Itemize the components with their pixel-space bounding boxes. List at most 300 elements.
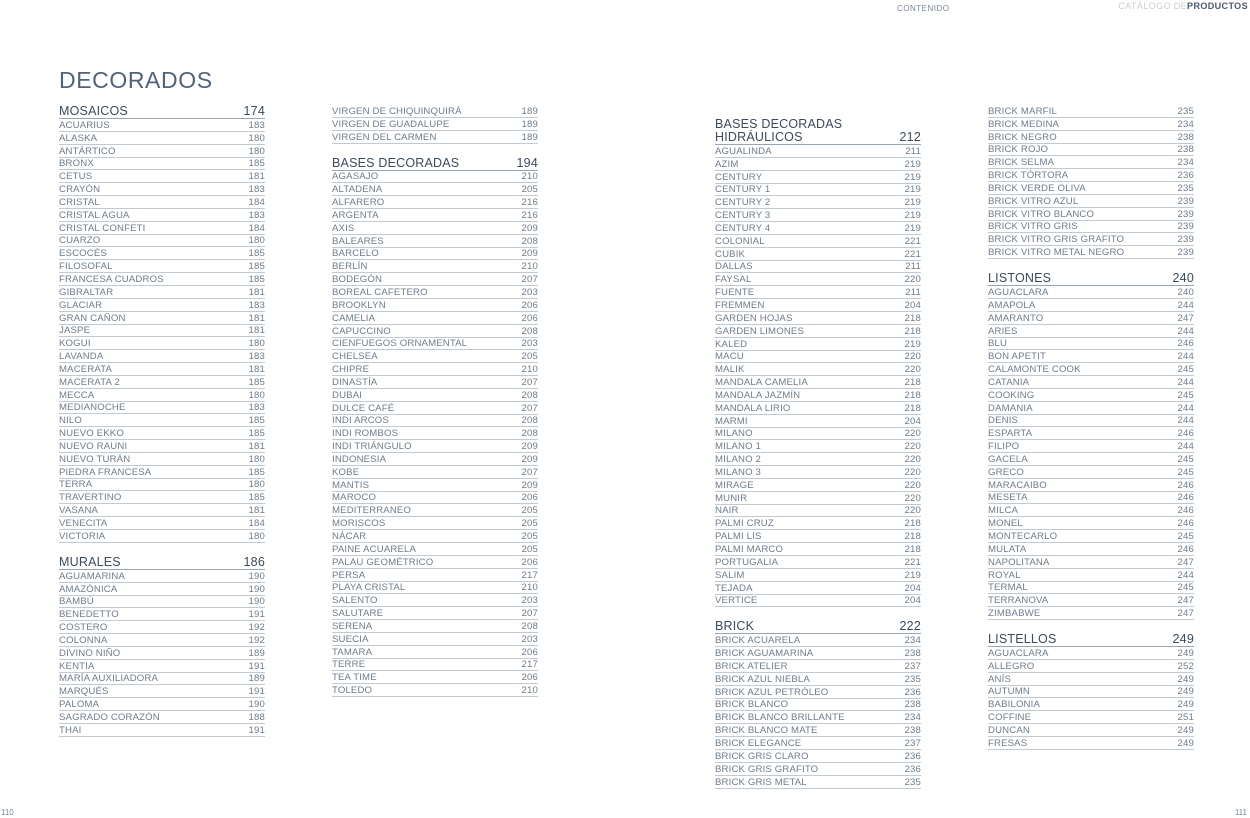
entry-name: GRECO — [988, 466, 1024, 478]
entry-page: 203 — [521, 633, 538, 645]
section-page: 174 — [243, 104, 265, 118]
entry-page: 239 — [1177, 221, 1194, 233]
entry-page: 185 — [248, 158, 265, 170]
entry-name: ROYAL — [988, 569, 1021, 581]
section-page: 249 — [1172, 632, 1194, 647]
index-entry — [59, 119, 265, 132]
entry-name: MORISCOS — [332, 518, 386, 530]
entry-page: 180 — [248, 338, 265, 350]
index-entry — [59, 312, 265, 325]
entry-name: AGUACLARA — [988, 647, 1049, 659]
entry-page: 206 — [521, 492, 538, 504]
entry-name: ZIMBABWE — [988, 608, 1041, 620]
entry-name: CRISTAL — [59, 196, 100, 208]
entry-name: BRICK VITRO AZUL — [988, 195, 1079, 207]
entry-name: TERRA — [59, 479, 93, 491]
index-entry — [332, 338, 538, 351]
entry-name: MARQUÉS — [59, 686, 109, 698]
entry-name: PERSA — [332, 569, 366, 581]
entry-page: 180 — [248, 479, 265, 491]
entry-page: 218 — [904, 389, 921, 401]
section-heading — [59, 105, 265, 119]
entry-page: 246 — [1177, 492, 1194, 504]
entry-name: INDI TRIÁNGULO — [332, 441, 412, 453]
index-entry — [988, 479, 1194, 492]
entry-page: 236 — [1177, 170, 1194, 182]
entry-page: 245 — [1177, 364, 1194, 376]
index-entry — [59, 247, 265, 260]
entry-page: 220 — [904, 428, 921, 440]
index-entry — [988, 402, 1194, 415]
index-entry — [59, 673, 265, 686]
entry-name: BRICK AZUL PETRÓLEO — [715, 686, 829, 698]
entry-name: MILANO 2 — [715, 454, 761, 466]
index-entry — [715, 711, 921, 724]
entry-page: 185 — [248, 428, 265, 440]
index-entry — [715, 299, 921, 312]
entry-name: PALMI MARCO — [715, 544, 784, 555]
entry-name: MANTIS — [332, 479, 370, 491]
entry-page: 210 — [521, 261, 538, 273]
index-entry — [988, 376, 1194, 389]
entry-name: VIRGEN DEL CARMEN — [332, 131, 437, 143]
entry-page: 244 — [1177, 415, 1194, 427]
index-entry — [332, 440, 538, 453]
entry-page: 209 — [521, 222, 538, 234]
section-page: 186 — [243, 554, 265, 569]
index-entry — [988, 466, 1194, 479]
entry-page: 221 — [904, 248, 921, 260]
entry-name: INDI ROMBOS — [332, 428, 399, 440]
index-entry — [332, 415, 538, 428]
entry-page: 208 — [521, 620, 538, 632]
entry-name: COOKING — [988, 389, 1035, 401]
entry-name: COLONNA — [59, 634, 108, 646]
entry-page: 207 — [521, 274, 538, 286]
index-entry — [715, 530, 921, 543]
entry-name: PALOMA — [59, 699, 100, 711]
entry-page: 220 — [904, 351, 921, 363]
entry-page: 189 — [521, 118, 538, 130]
entry-name: FAYSAL — [715, 274, 752, 286]
entry-page: 180 — [248, 389, 265, 401]
entry-page: 209 — [521, 441, 538, 453]
entry-page: 251 — [1177, 712, 1194, 724]
entry-page: 180 — [248, 453, 265, 465]
index-entry — [59, 389, 265, 402]
entry-page: 219 — [904, 197, 921, 209]
index-entry — [59, 260, 265, 273]
index-entry — [332, 235, 538, 248]
entry-page: 210 — [521, 364, 538, 376]
entry-name: BROOKLYN — [332, 299, 386, 311]
index-entry — [332, 633, 538, 646]
entry-name: BODEGÓN — [332, 274, 383, 286]
entry-name: BON APETIT — [988, 351, 1047, 363]
entry-page: 203 — [521, 286, 538, 298]
entry-name: BRICK SELMA — [988, 157, 1055, 169]
entry-page: 219 — [904, 338, 921, 350]
section-page: 240 — [1172, 271, 1194, 286]
index-entry — [332, 209, 538, 222]
entry-name: PAINE ACUARELA — [332, 543, 417, 555]
entry-page: 181 — [248, 440, 265, 452]
entry-page: 220 — [904, 441, 921, 453]
entry-name: INDI ARCOS — [332, 415, 389, 427]
entry-name: CHELSEA — [332, 351, 378, 363]
index-entry — [988, 105, 1194, 118]
entry-page: 245 — [1177, 389, 1194, 401]
section-title: LISTONES — [988, 271, 1052, 286]
entry-name: DALLAS — [715, 261, 753, 273]
entry-name: DUNCAN — [988, 724, 1030, 736]
entry-name: CENTURY 1 — [715, 184, 771, 196]
entry-name: FREMMEN — [715, 299, 765, 311]
entry-page: 206 — [521, 299, 538, 311]
entry-name: COFFINE — [988, 712, 1032, 724]
index-entry — [715, 222, 921, 235]
entry-page: 219 — [904, 569, 921, 581]
index-entry — [332, 427, 538, 440]
entry-name: MANDALA LIRIO — [715, 402, 791, 414]
index-column-4 — [988, 105, 1194, 750]
entry-page: 249 — [1177, 673, 1194, 685]
entry-name: BRICK BLANCO — [715, 699, 789, 711]
entry-page: 238 — [904, 725, 921, 737]
entry-page: 218 — [904, 325, 921, 337]
entry-page: 218 — [904, 531, 921, 543]
entry-name: FRANCESA CUADROS — [59, 273, 164, 285]
index-entry — [988, 208, 1194, 221]
entry-page: 183 — [248, 299, 265, 311]
entry-page: 247 — [1177, 595, 1194, 607]
index-entry — [59, 414, 265, 427]
index-entry — [715, 184, 921, 197]
entry-page: 189 — [521, 105, 538, 117]
entry-name: TERMAL — [988, 582, 1028, 594]
entry-page: 235 — [904, 673, 921, 685]
index-entry — [988, 182, 1194, 195]
entry-name: BRICK ROJO — [988, 144, 1049, 156]
index-entry — [988, 118, 1194, 131]
entry-page: 205 — [521, 505, 538, 517]
index-entry — [332, 466, 538, 479]
entry-page: 218 — [904, 402, 921, 414]
entry-name: COSTERO — [59, 622, 108, 634]
entry-page: 204 — [904, 595, 921, 607]
entry-page: 245 — [1177, 466, 1194, 478]
index-entry — [988, 711, 1194, 724]
entry-page: 205 — [521, 351, 538, 363]
entry-name: MACERATA — [59, 363, 113, 375]
entry-page: 183 — [248, 209, 265, 221]
index-entry — [715, 660, 921, 673]
entry-name: KALED — [715, 338, 748, 350]
entry-page: 244 — [1177, 351, 1194, 363]
header-catalogo — [1118, 1, 1248, 11]
entry-page: 219 — [904, 171, 921, 183]
entry-name: FILOSOFAL — [59, 261, 113, 273]
index-entry — [332, 350, 538, 363]
index-entry — [988, 647, 1194, 660]
index-entry — [988, 492, 1194, 505]
index-entry — [715, 750, 921, 763]
index-entry — [988, 312, 1194, 325]
entry-name: AMAPOLA — [988, 299, 1036, 311]
index-entry — [988, 556, 1194, 569]
index-entry — [59, 596, 265, 609]
entry-name: CENTURY 4 — [715, 222, 771, 234]
entry-name: CUARZO — [59, 235, 101, 247]
index-entry — [59, 440, 265, 453]
entry-name: MESETA — [988, 492, 1028, 504]
entry-name: GARDEN LIMONES — [715, 325, 804, 337]
entry-page: 220 — [904, 492, 921, 504]
entry-name: BRICK AGUAMARINA — [715, 648, 814, 660]
entry-name: BRICK GRIS METAL — [715, 776, 807, 788]
header-catalogo-light: CATÁLOGO DE — [1118, 1, 1188, 11]
entry-name: AMARANTO — [988, 312, 1044, 324]
entry-page: 217 — [521, 659, 538, 671]
index-entry — [59, 158, 265, 171]
entry-name: AGUAMARINA — [59, 570, 126, 582]
index-entry — [988, 221, 1194, 234]
index-entry — [332, 273, 538, 286]
index-entry — [715, 492, 921, 505]
entry-page: 203 — [521, 595, 538, 607]
entry-page: 206 — [521, 672, 538, 684]
index-entry — [715, 647, 921, 660]
entry-name: MACU — [715, 351, 744, 363]
entry-name: FRESAS — [988, 737, 1028, 749]
entry-name: BABILONIA — [988, 699, 1041, 711]
entry-name: VIRGEN DE CHIQUINQUIRÁ — [332, 105, 462, 117]
entry-page: 192 — [248, 622, 265, 634]
index-entry — [715, 479, 921, 492]
index-entry — [715, 338, 921, 351]
header-catalogo-bold: PRODUCTOS — [1187, 1, 1248, 11]
entry-name: ANTÁRTICO — [59, 145, 116, 157]
entry-name: TERRE — [332, 659, 366, 671]
entry-page: 207 — [521, 608, 538, 620]
entry-name: ALTADENA — [332, 184, 383, 196]
entry-page: 180 — [248, 530, 265, 542]
entry-page: 208 — [521, 325, 538, 337]
section-title: BASES DECORADAS — [332, 155, 460, 170]
entry-page: 246 — [1177, 338, 1194, 350]
section-gap — [59, 543, 265, 556]
entry-page: 247 — [1177, 312, 1194, 324]
index-entry — [715, 145, 921, 158]
entry-name: TEJADA — [715, 582, 753, 594]
entry-name: BLU — [988, 338, 1008, 350]
index-entry — [988, 440, 1194, 453]
entry-page: 237 — [904, 660, 921, 672]
entry-page: 183 — [248, 351, 265, 363]
entry-page: 190 — [248, 583, 265, 595]
index-entry — [332, 402, 538, 415]
section-page: 194 — [516, 155, 538, 170]
index-entry — [715, 686, 921, 699]
entry-name: ARGENTA — [332, 209, 379, 221]
entry-name: ESCOCÉS — [59, 248, 107, 260]
index-entry — [332, 376, 538, 389]
entry-name: AGUALINDA — [715, 145, 772, 157]
index-entry — [59, 273, 265, 286]
entry-page: 207 — [521, 402, 538, 414]
entry-page: 205 — [521, 543, 538, 555]
entry-name: GRAN CAÑON — [59, 312, 126, 324]
entry-name: NAPOLITANA — [988, 556, 1050, 568]
index-entry — [988, 299, 1194, 312]
header-contenido: CONTENIDO — [897, 4, 950, 13]
index-entry — [988, 286, 1194, 299]
index-entry — [332, 671, 538, 684]
entry-name: TERRANOVA — [988, 595, 1049, 607]
entry-name: LAVANDA — [59, 351, 104, 363]
entry-page: 246 — [1177, 505, 1194, 517]
index-entry — [988, 389, 1194, 402]
entry-name: MARÍA AUXILIADORA — [59, 673, 159, 685]
entry-page: 185 — [248, 261, 265, 273]
entry-page: 206 — [521, 312, 538, 324]
index-entry — [59, 634, 265, 647]
entry-page: 220 — [904, 505, 921, 517]
index-entry — [988, 156, 1194, 169]
entry-name: GLACIAR — [59, 299, 103, 311]
index-entry — [59, 299, 265, 312]
entry-page: 185 — [248, 466, 265, 478]
entry-name: BRICK GRIS CLARO — [715, 750, 809, 762]
entry-name: AXIS — [332, 222, 355, 234]
entry-page: 219 — [904, 210, 921, 222]
index-entry — [988, 737, 1194, 750]
entry-page: 205 — [521, 518, 538, 530]
entry-page: 245 — [1177, 582, 1194, 594]
entry-page: 234 — [904, 635, 921, 647]
entry-name: SUECIA — [332, 633, 369, 645]
entry-name: NAIR — [715, 505, 739, 517]
entry-page: 180 — [248, 132, 265, 144]
entry-page: 239 — [1177, 208, 1194, 220]
entry-page: 218 — [904, 312, 921, 324]
entry-page: 221 — [904, 556, 921, 568]
index-entry — [715, 466, 921, 479]
index-entry — [715, 543, 921, 556]
entry-name: BRICK MARFIL — [988, 105, 1057, 117]
index-entry — [988, 144, 1194, 157]
index-entry — [332, 659, 538, 672]
entry-name: KENTIA — [59, 660, 95, 672]
entry-page: 181 — [248, 286, 265, 298]
entry-page: 246 — [1177, 479, 1194, 491]
entry-page: 191 — [248, 609, 265, 621]
entry-name: DIVINO NIÑO — [59, 647, 121, 659]
index-entry — [332, 646, 538, 659]
entry-name: BRICK MEDINA — [988, 118, 1060, 130]
entry-name: MILANO 3 — [715, 466, 761, 478]
index-entry — [715, 351, 921, 364]
index-entry — [59, 325, 265, 338]
index-entry — [59, 491, 265, 504]
entry-page: 220 — [904, 274, 921, 286]
entry-name: BRICK VITRO GRIS GRAFITO — [988, 234, 1125, 246]
entry-name: CATANIA — [988, 376, 1030, 388]
index-entry — [715, 763, 921, 776]
entry-page: 244 — [1177, 376, 1194, 388]
entry-page: 210 — [521, 582, 538, 594]
section-title: BASES DECORADAS HIDRÁULICOS — [715, 117, 843, 144]
index-entry — [59, 209, 265, 222]
entry-name: DULCE CAFÉ — [332, 402, 395, 414]
entry-name: BRICK ELEGANCE — [715, 737, 802, 749]
entry-name: MILANO 1 — [715, 441, 761, 453]
index-entry — [715, 286, 921, 299]
entry-name: BARCELO — [332, 248, 379, 260]
index-entry — [332, 299, 538, 312]
entry-page: 239 — [1177, 247, 1194, 259]
entry-name: VICTORIA — [59, 530, 106, 542]
entry-page: 181 — [248, 363, 265, 375]
entry-name: BENEDETTO — [59, 609, 119, 621]
entry-name: CAPUCCINO — [332, 325, 391, 337]
entry-page: 238 — [1177, 144, 1194, 156]
index-entry — [59, 570, 265, 583]
entry-name: GARDEN HOJAS — [715, 312, 793, 324]
entry-name: BRICK GRIS GRAFITO — [715, 763, 819, 775]
index-entry — [59, 222, 265, 235]
entry-name: COLONIAL — [715, 235, 765, 247]
entry-name: PIEDRA FRANCESA — [59, 466, 152, 478]
entry-name: BRICK NEGRO — [988, 131, 1057, 143]
entry-page: 244 — [1177, 569, 1194, 581]
entry-name: MECCA — [59, 389, 95, 401]
index-entry — [332, 286, 538, 299]
index-entry — [332, 105, 538, 118]
entry-name: MONEL — [988, 518, 1023, 530]
index-entry — [332, 582, 538, 595]
index-entry — [59, 530, 265, 543]
entry-name: CENTURY 2 — [715, 197, 771, 209]
index-entry — [988, 504, 1194, 517]
entry-page: 239 — [1177, 195, 1194, 207]
index-entry — [715, 582, 921, 595]
section-gap — [332, 144, 538, 157]
index-entry — [988, 569, 1194, 582]
entry-page: 183 — [248, 402, 265, 414]
entry-page: 211 — [905, 261, 921, 273]
entry-name: BRICK VITRO GRIS — [988, 221, 1078, 233]
entry-name: THAI — [59, 724, 82, 736]
entry-page: 249 — [1177, 699, 1194, 711]
entry-page: 240 — [1177, 286, 1194, 298]
index-entry — [715, 634, 921, 647]
entry-page: 211 — [905, 287, 921, 299]
entry-page: 245 — [1177, 453, 1194, 465]
index-entry — [988, 195, 1194, 208]
index-entry — [715, 376, 921, 389]
index-entry — [988, 530, 1194, 543]
index-entry — [715, 724, 921, 737]
entry-name: NÁCAR — [332, 531, 367, 542]
entry-page: 247 — [1177, 556, 1194, 568]
entry-page: 244 — [1177, 402, 1194, 414]
index-entry — [715, 402, 921, 415]
index-entry — [59, 196, 265, 209]
entry-page: 218 — [904, 544, 921, 555]
page-title: DECORADOS — [59, 67, 213, 93]
entry-page: 185 — [248, 415, 265, 427]
